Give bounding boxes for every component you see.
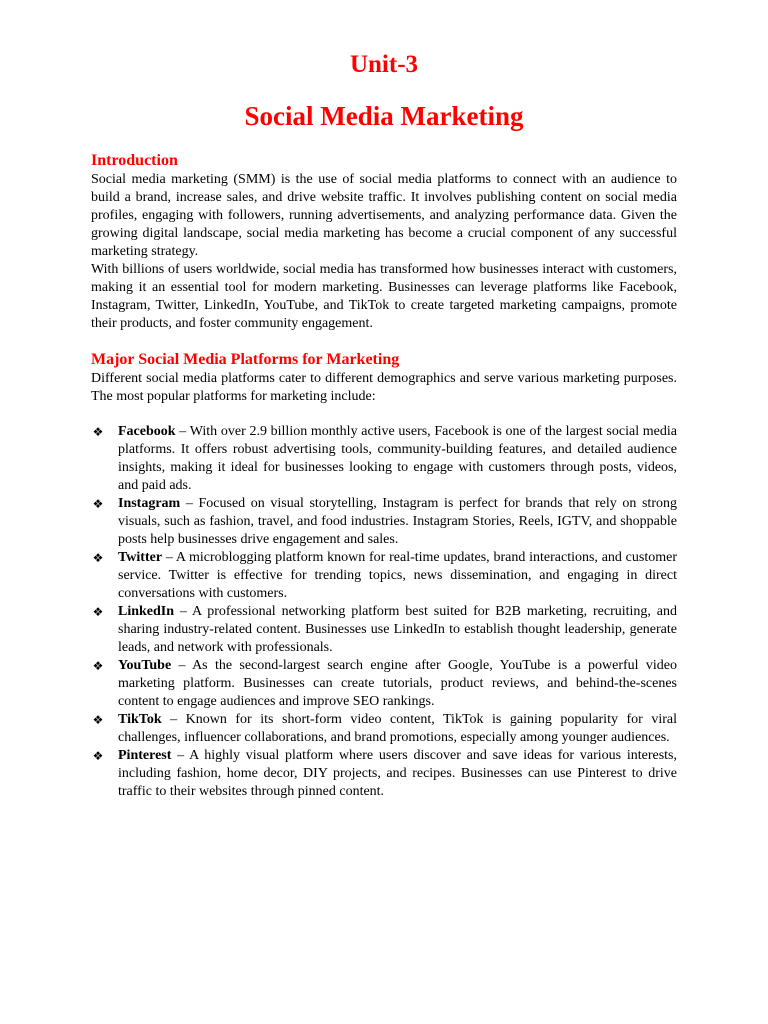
platform-description: – A highly visual platform where users discover and save ideas for various interests, including fashion, home decor, DIY projects, and recipes. Businesses can use Pinterest to drive traffic to their websites through pinned content.: [118, 748, 677, 799]
platform-item-pinterest: [91, 747, 677, 801]
four-diamond-bullet-icon: ❖: [92, 605, 104, 619]
unit-title: Unit-3: [349, 51, 419, 78]
platform-description: – Focused on visual storytelling, Instagram is perfect for brands that rely on strong visuals, such as fashion, travel, and food industries. Instagram Stories, Reels, IGTV, and shoppable posts help businesses drive engagement and sales.: [118, 496, 677, 547]
four-diamond-bullet-icon: ❖: [92, 425, 104, 439]
introduction-heading: Introduction: [91, 152, 178, 169]
platform-item-instagram: [91, 495, 677, 549]
introduction-paragraph-1: Social media marketing (SMM) is the use of social media platforms to connect with an audience to build a brand, increase sales, and drive website traffic. It involves publishing content on social media profiles, engaging with followers, running advertisements, and analyzing performance data. Given the growing digital landscape, social media marketing has become a crucial component of any successful marketing strategy.: [91, 172, 677, 259]
platform-name: TikTok: [118, 712, 162, 727]
platform-name: LinkedIn: [118, 604, 175, 619]
platform-item-tiktok: [91, 711, 677, 747]
page-title: Social Media Marketing: [244, 101, 524, 131]
platform-item-youtube: [91, 657, 677, 711]
four-diamond-bullet-icon: ❖: [92, 551, 104, 565]
platform-description: – With over 2.9 billion monthly active users, Facebook is one of the largest social media platforms. It offers robust advertising tools, community-building features, and detailed audience insights, making it ideal for businesses looking to engage with customers through posts, videos, and paid ads.: [118, 424, 677, 493]
platform-item-linkedin: [91, 603, 677, 657]
platform-description: – A microblogging platform known for real-time updates, brand interactions, and customer service. Twitter is effective for trending topics, news dissemination, and engaging in direct conversations with customers.: [118, 550, 677, 601]
platform-name: Instagram: [118, 496, 181, 511]
four-diamond-bullet-icon: ❖: [92, 659, 104, 673]
platform-name: YouTube: [118, 658, 172, 673]
platform-description: – A professional networking platform best suited for B2B marketing, recruiting, and sharing industry-related content. Businesses use LinkedIn to establish thought leadership, generate leads, and network with professionals.: [118, 604, 677, 655]
platform-list: [91, 423, 677, 801]
four-diamond-bullet-icon: ❖: [92, 713, 104, 727]
platform-item-facebook: [91, 423, 677, 495]
platforms-heading: Major Social Media Platforms for Marketing: [91, 351, 400, 368]
platform-name: Pinterest: [118, 748, 172, 763]
platform-description: – As the second-largest search engine after Google, YouTube is a powerful video marketing platform. Businesses can create tutorials, product reviews, and behind-the-scenes content to engage audiences and improve SEO rankings.: [118, 658, 677, 709]
platform-name: Twitter: [118, 550, 163, 565]
four-diamond-bullet-icon: ❖: [92, 749, 104, 763]
platforms-intro-paragraph: Different social media platforms cater to different demographics and serve various marketing purposes. The most popular platforms for marketing include:: [91, 371, 677, 404]
four-diamond-bullet-icon: ❖: [92, 497, 104, 511]
platform-item-twitter: [91, 549, 677, 603]
introduction-paragraph-2: With billions of users worldwide, social media has transformed how businesses interact with customers, making it an essential tool for modern marketing. Businesses can leverage platforms like Facebook, Instagram, Twitter, LinkedIn, YouTube, and TikTok to create targeted marketing campaigns, promote their products, and foster community engagement.: [91, 262, 677, 331]
platform-name: Facebook: [118, 424, 176, 439]
platform-description: – Known for its short-form video content, TikTok is gaining popularity for viral challenges, influencer collaborations, and brand promotions, especially among younger audiences.: [118, 712, 677, 745]
